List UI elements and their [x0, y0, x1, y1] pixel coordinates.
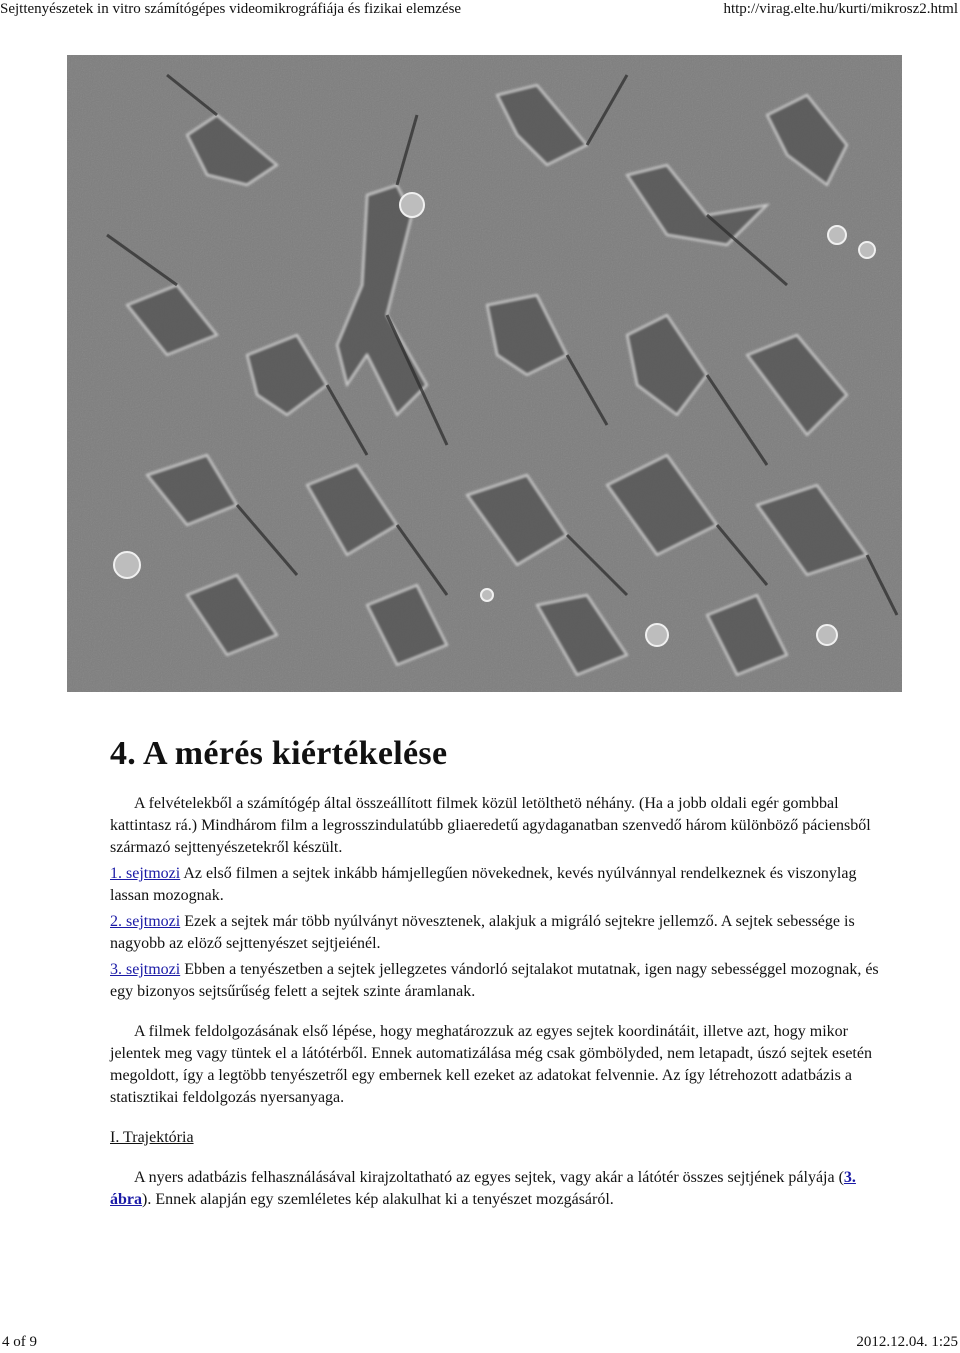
intro-paragraph: A felvételekből a számítógép által összeállított filmek közül letölthetö néhány. (Ha a jobb oldali egér gombbal kattintasz rá.) Mindhárom film a legrosszindulatúbb gliaeredetű agydaganatban szenvedő három különböző páciensből származó sejttenyészetekről készült.	[110, 795, 871, 856]
print-footer	[0, 1331, 960, 1353]
movie-link-3[interactable]: 3. sejtmozi	[110, 961, 181, 978]
subsection-heading	[110, 1127, 880, 1149]
trajectory-link[interactable]: I. Trajektória	[110, 1129, 194, 1146]
trajectory-text-before: A nyers adatbázis felhasználásával kirajzoltatható az egyes sejtek, vagy akár a látótér összes sejtjének pályája (	[134, 1169, 844, 1186]
spacer	[110, 1003, 880, 1021]
list-item	[110, 959, 880, 1003]
cell-culture-illustration	[67, 55, 902, 692]
section-heading: 4. A mérés kiértékelése	[110, 735, 448, 772]
movie-link-2[interactable]: 2. sejtmozi	[110, 913, 181, 930]
list-item	[110, 911, 880, 955]
processing-paragraph: A filmek feldolgozásának első lépése, hogy meghatározzuk az egyes sejtek koordinátáit, illetve azt, hogy mikor jelentek meg vagy tüntek el a látótérből. Ennek automatizálása még csak gömbölyded, nem letapadt, úszó sejtek esetén megoldott, így a legtöbb tenyészetről egy embernek kell ezeket az adatokat felvennie. Az így létrehozott adatbázis a statisztikai feldolgozás nyersanyaga.	[110, 1023, 872, 1106]
page-title: Sejttenyészetek in vitro számítógépes videomikrográfiája és fizikai elemzése	[0, 1, 462, 17]
spacer	[110, 1109, 880, 1127]
microscope-image	[67, 55, 902, 692]
movie-description-3: Ebben a tenyészetben a sejtek jellegzetes vándorló sejtalakot mutatnak, igen nagy sebességgel mozognak, és egy bizonyos sejtsűrűség felett a sejtek szinte áramlanak.	[110, 961, 879, 1000]
movie-description-2: Ezek a sejtek már több nyúlványt növesztenek, alakjuk a migráló sejtekre jellemző. A sejtek sebessége is nagyobb az elöző sejttenyészet sejtjeiénél.	[110, 913, 855, 952]
movie-link-1[interactable]: 1. sejtmozi	[110, 865, 181, 882]
trajectory-text-after: ). Ennek alapján egy szemléletes kép alakulhat ki a tenyészet mozgásáról.	[142, 1191, 614, 1208]
page-url: http://virag.elte.hu/kurti/mikrosz2.html	[723, 1, 958, 17]
print-datetime: 2012.12.04. 1:25	[856, 1334, 958, 1350]
trajectory-paragraph	[110, 1167, 880, 1211]
print-header	[0, 0, 960, 22]
spacer	[110, 1149, 880, 1167]
page-counter: 4 of 9	[2, 1334, 37, 1350]
movie-description-1: Az első filmen a sejtek inkább hámjellegűen növekednek, kevés nyúlvánnyal rendelkeznek és viszonylag lassan mozognak.	[110, 865, 857, 904]
figure-3-link[interactable]: 3. ábra	[110, 1169, 856, 1208]
article-body	[110, 735, 880, 1211]
list-item	[110, 863, 880, 907]
